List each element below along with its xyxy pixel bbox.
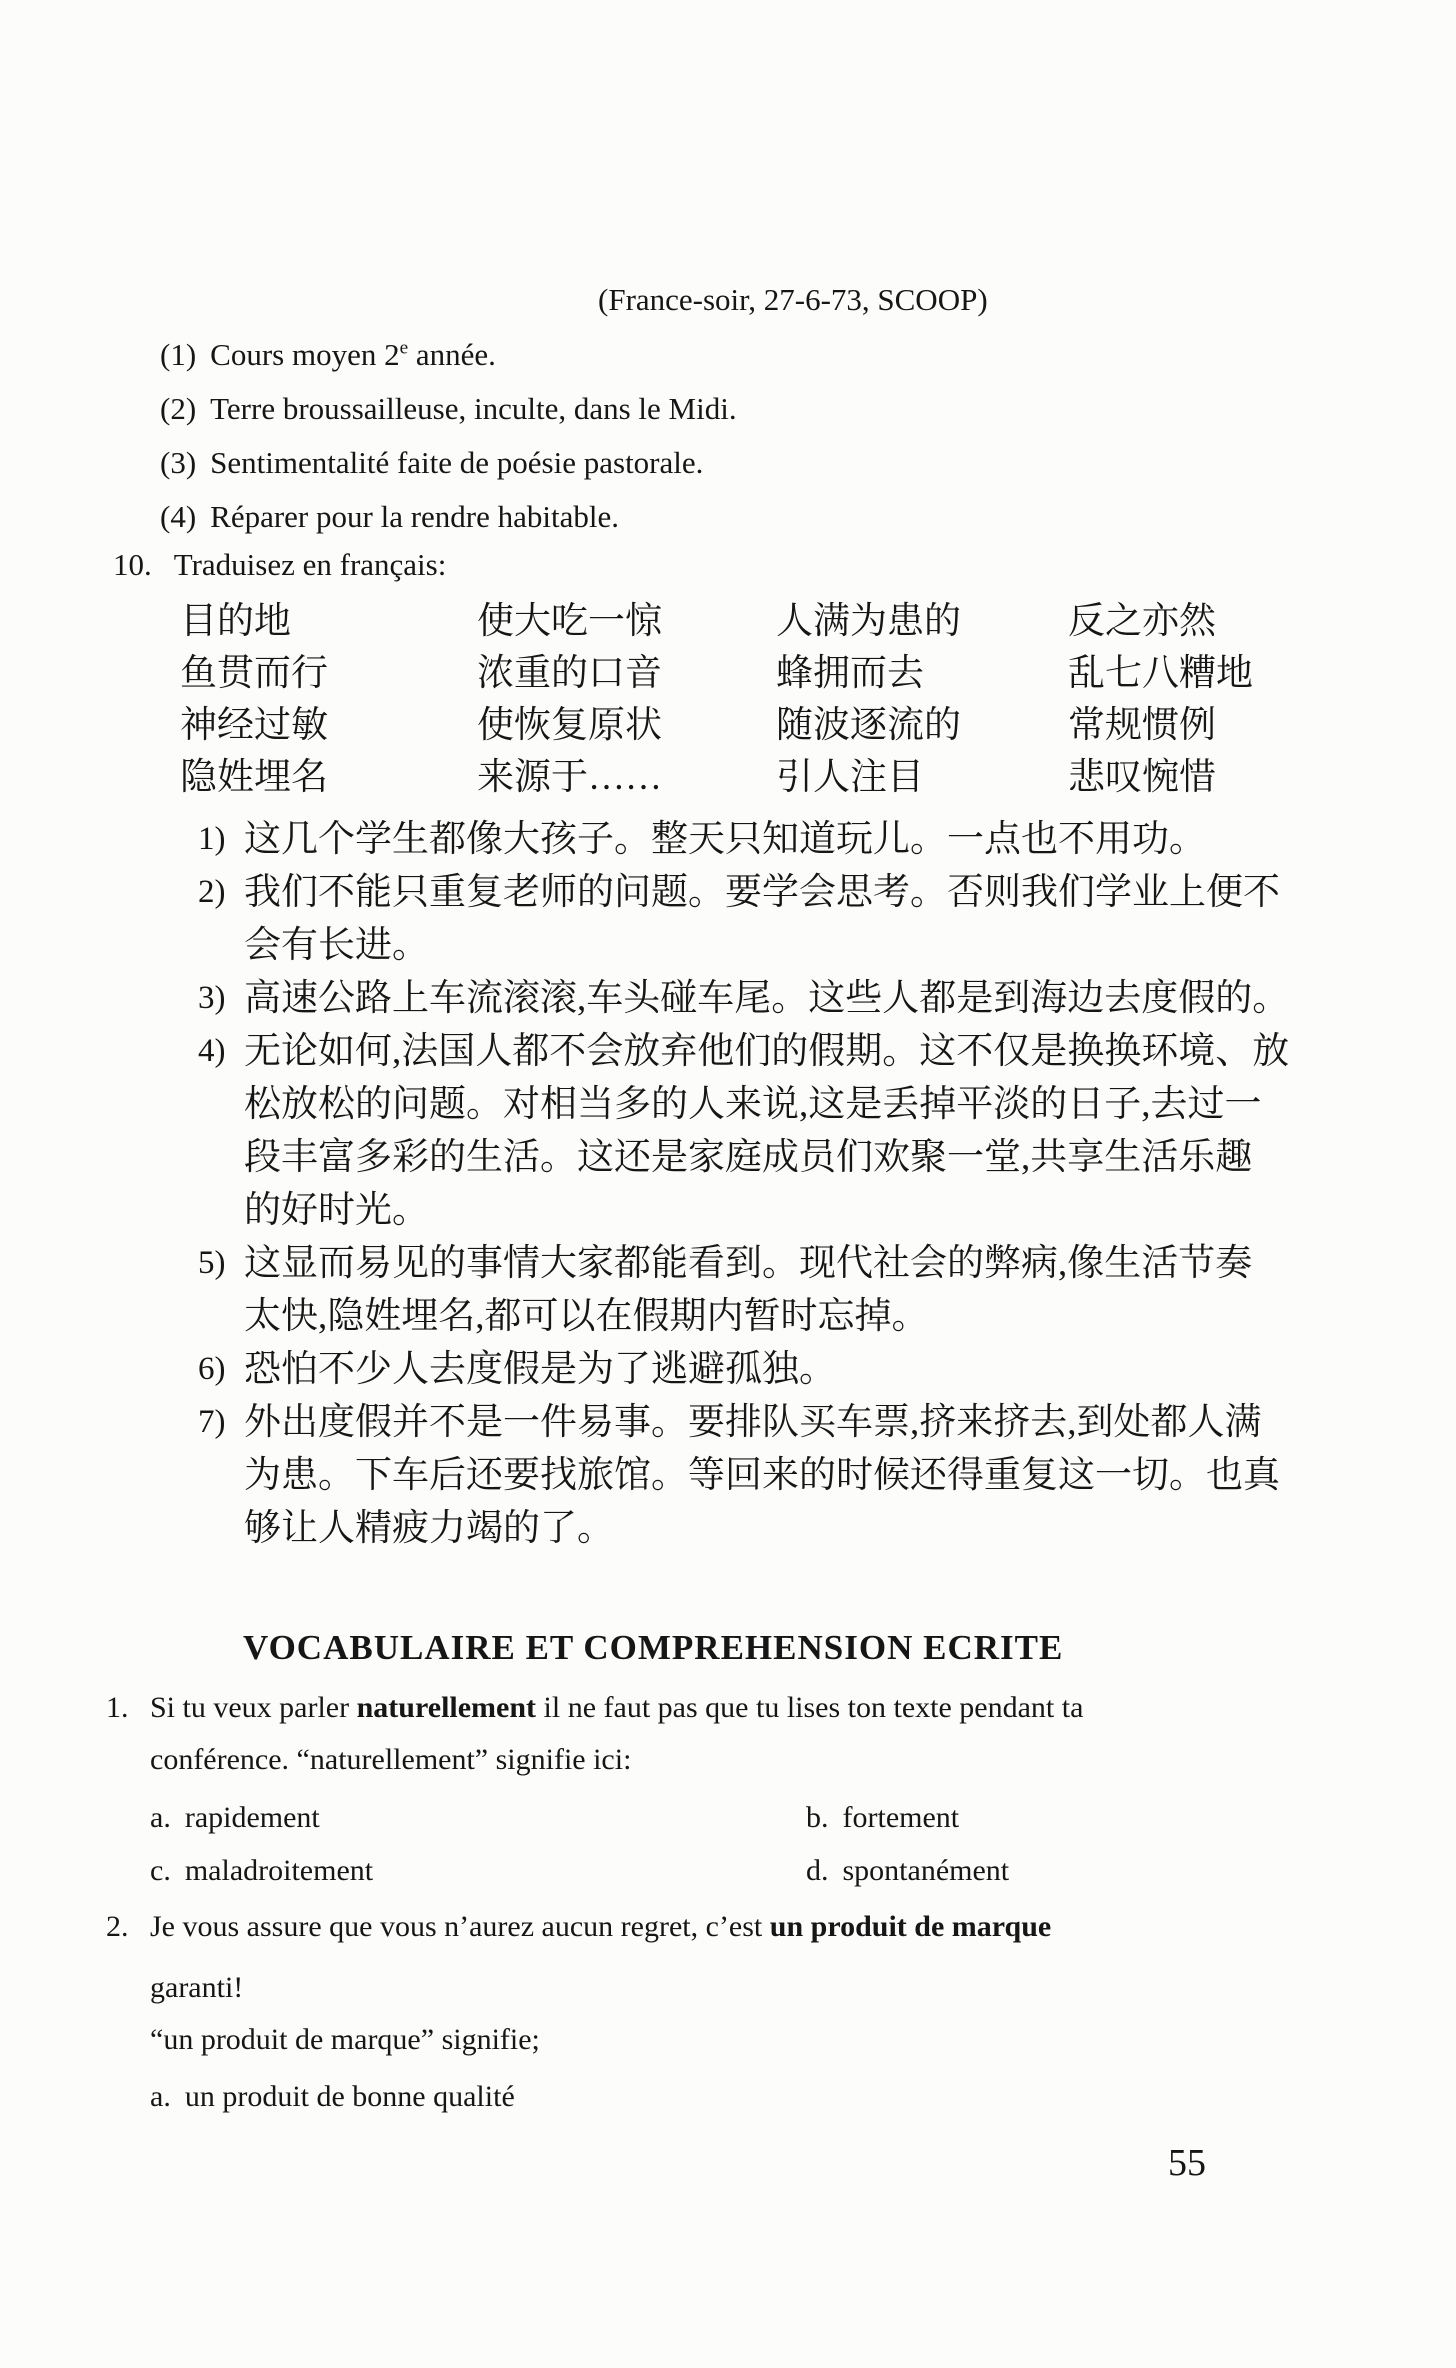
translation-sentence	[198, 1396, 1289, 1555]
sentence-number: 7)	[198, 1404, 226, 1440]
sentence-line: 松放松的问题。对相当多的人来说,这是丢掉平淡的日子,去过一	[244, 1084, 1262, 1125]
vocab-term: 使大吃一惊	[477, 601, 662, 642]
sentence-line: 为患。下车后还要找旅馆。等回来的时候还得重复这一切。也真	[244, 1455, 1280, 1496]
sentence-line: 的好时光。	[244, 1190, 429, 1231]
vocab-term: 目的地	[180, 601, 291, 642]
option-letter: d.	[806, 1854, 829, 1887]
note-number: (1)	[160, 337, 197, 373]
note-item	[160, 436, 737, 490]
sentence-number: 3)	[198, 980, 226, 1016]
question-number: 2.	[106, 1910, 129, 1943]
option-label: maladroitement	[184, 1854, 374, 1887]
vocab-term: 鱼贯而行	[180, 653, 328, 694]
question-line	[106, 1682, 1083, 1734]
note-item	[160, 382, 737, 436]
sentence-line: 无论如何,法国人都不会放弃他们的假期。这不仅是换换环境、放	[244, 1031, 1290, 1072]
vocab-row	[180, 700, 1253, 752]
option-letter: a.	[150, 2080, 171, 2113]
option-c	[150, 1844, 806, 1897]
option-a	[150, 1791, 806, 1844]
source-citation: (France-soir, 27-6-73, SCOOP)	[598, 282, 988, 317]
vocab-term: 反之亦然	[1068, 601, 1216, 642]
vocab-term: 随波逐流的	[776, 705, 961, 746]
note-text: Réparer pour la rendre habitable.	[210, 499, 619, 535]
note-number: (2)	[160, 391, 197, 427]
question-1	[106, 1682, 1083, 1897]
note-text-pre: Cours moyen 2	[210, 337, 400, 373]
vocab-term: 使恢复原状	[477, 705, 662, 746]
vocab-row	[180, 596, 1253, 648]
vocab-grid	[180, 596, 1253, 804]
sentence-line: 段丰富多彩的生活。这还是家庭成员们欢聚一堂,共享生活乐趣	[244, 1137, 1253, 1178]
sentence-line: 高速公路上车流滚滚,车头碰车尾。这些人都是到海边去度假的。	[244, 978, 1290, 1019]
sentence-number: 1)	[198, 821, 226, 857]
sentence-number: 6)	[198, 1351, 226, 1387]
vocab-term: 来源于……	[477, 757, 662, 798]
question-text-bold: un produit de marque	[769, 1910, 1052, 1943]
sentence-line: 这几个学生都像大孩子。整天只知道玩儿。一点也不用功。	[244, 819, 1206, 860]
exercise-title: Traduisez en français:	[173, 547, 447, 582]
exercise-number: 10.	[113, 547, 152, 582]
sentence-line: 太快,隐姓埋名,都可以在假期内暂时忘掉。	[244, 1296, 929, 1337]
translation-sentence	[198, 813, 1289, 866]
translation-sentences	[198, 813, 1289, 1555]
vocab-term: 人满为患的	[776, 601, 961, 642]
vocab-term: 常规惯例	[1068, 705, 1216, 746]
sentence-line: 恐怕不少人去度假是为了逃避孤独。	[244, 1349, 836, 1390]
question-text-pre: Je vous assure que vous n’aurez aucun regret, c’est	[150, 1910, 770, 1943]
vocab-term: 悲叹惋惜	[1068, 757, 1216, 798]
vocab-row	[180, 648, 1253, 700]
sentence-line: 这显而易见的事情大家都能看到。现代社会的弊病,像生活节奏	[244, 1243, 1253, 1284]
translation-sentence	[198, 1343, 1289, 1396]
sentence-number: 5)	[198, 1245, 226, 1281]
translation-sentence	[198, 972, 1289, 1025]
question-line	[106, 1901, 1051, 1953]
question-text-pre: Si tu veux parler	[150, 1691, 357, 1724]
vocab-term: 引人注目	[776, 757, 924, 798]
note-text	[210, 337, 496, 372]
sentence-number: 4)	[198, 1033, 226, 1069]
note-number: (3)	[160, 445, 197, 481]
option-label: rapidement	[184, 1801, 320, 1834]
note-number: (4)	[160, 499, 197, 535]
translation-sentence	[198, 1025, 1289, 1237]
translation-sentence	[198, 866, 1289, 972]
sentence-number: 2)	[198, 874, 226, 910]
question-text-post: il ne faut pas que tu lises ton texte pendant ta	[536, 1691, 1084, 1724]
vocab-term: 蜂拥而去	[776, 653, 924, 694]
vocab-row	[180, 752, 1253, 804]
sentence-line: 会有长进。	[244, 925, 429, 966]
page-number: 55	[1168, 2142, 1206, 2184]
vocab-term: 浓重的口音	[477, 653, 662, 694]
exercise-10-heading	[113, 538, 446, 592]
vocab-term: 神经过敏	[180, 705, 328, 746]
option-label: fortement	[842, 1801, 960, 1834]
option-label: un produit de bonne qualité	[184, 2080, 515, 2113]
option-letter: c.	[150, 1854, 171, 1887]
translation-sentence	[198, 1237, 1289, 1343]
vocab-term: 隐姓埋名	[180, 757, 328, 798]
note-text-post: année.	[408, 337, 496, 373]
sentence-line: 外出度假并不是一件易事。要排队买车票,挤来挤去,到处都人满	[244, 1402, 1262, 1443]
question-2	[106, 1901, 1051, 2123]
question-number: 1.	[106, 1691, 129, 1724]
question-text-bold: naturellement	[356, 1691, 537, 1724]
question-line: garanti!	[150, 1971, 244, 2004]
note-item	[160, 490, 737, 544]
option-a	[150, 2071, 1051, 2123]
option-letter: a.	[150, 1801, 171, 1834]
question-line: “un produit de marque” signifie;	[150, 2023, 540, 2056]
option-b	[806, 1791, 1083, 1844]
option-letter: b.	[806, 1801, 829, 1834]
note-text: Terre broussailleuse, inculte, dans le Midi.	[210, 391, 737, 427]
note-item	[160, 322, 737, 382]
question-text	[150, 1910, 1051, 1943]
question-text	[150, 1691, 1083, 1724]
vocab-term: 乱七八糟地	[1068, 653, 1253, 694]
sentence-line: 够让人精疲力竭的了。	[244, 1508, 614, 1549]
note-text: Sentimentalité faite de poésie pastorale.	[210, 445, 704, 481]
answer-options	[150, 1791, 1083, 1897]
note-superscript: e	[399, 338, 409, 359]
option-d	[806, 1844, 1083, 1897]
section-heading: VOCABULAIRE ET COMPREHENSION ECRITE	[243, 1628, 1064, 1667]
question-line: conférence. “naturellement” signifie ici:	[150, 1743, 632, 1776]
notes-list	[160, 322, 737, 544]
sentence-line: 我们不能只重复老师的问题。要学会思考。否则我们学业上便不	[244, 872, 1280, 913]
option-label: spontanément	[842, 1854, 1010, 1887]
